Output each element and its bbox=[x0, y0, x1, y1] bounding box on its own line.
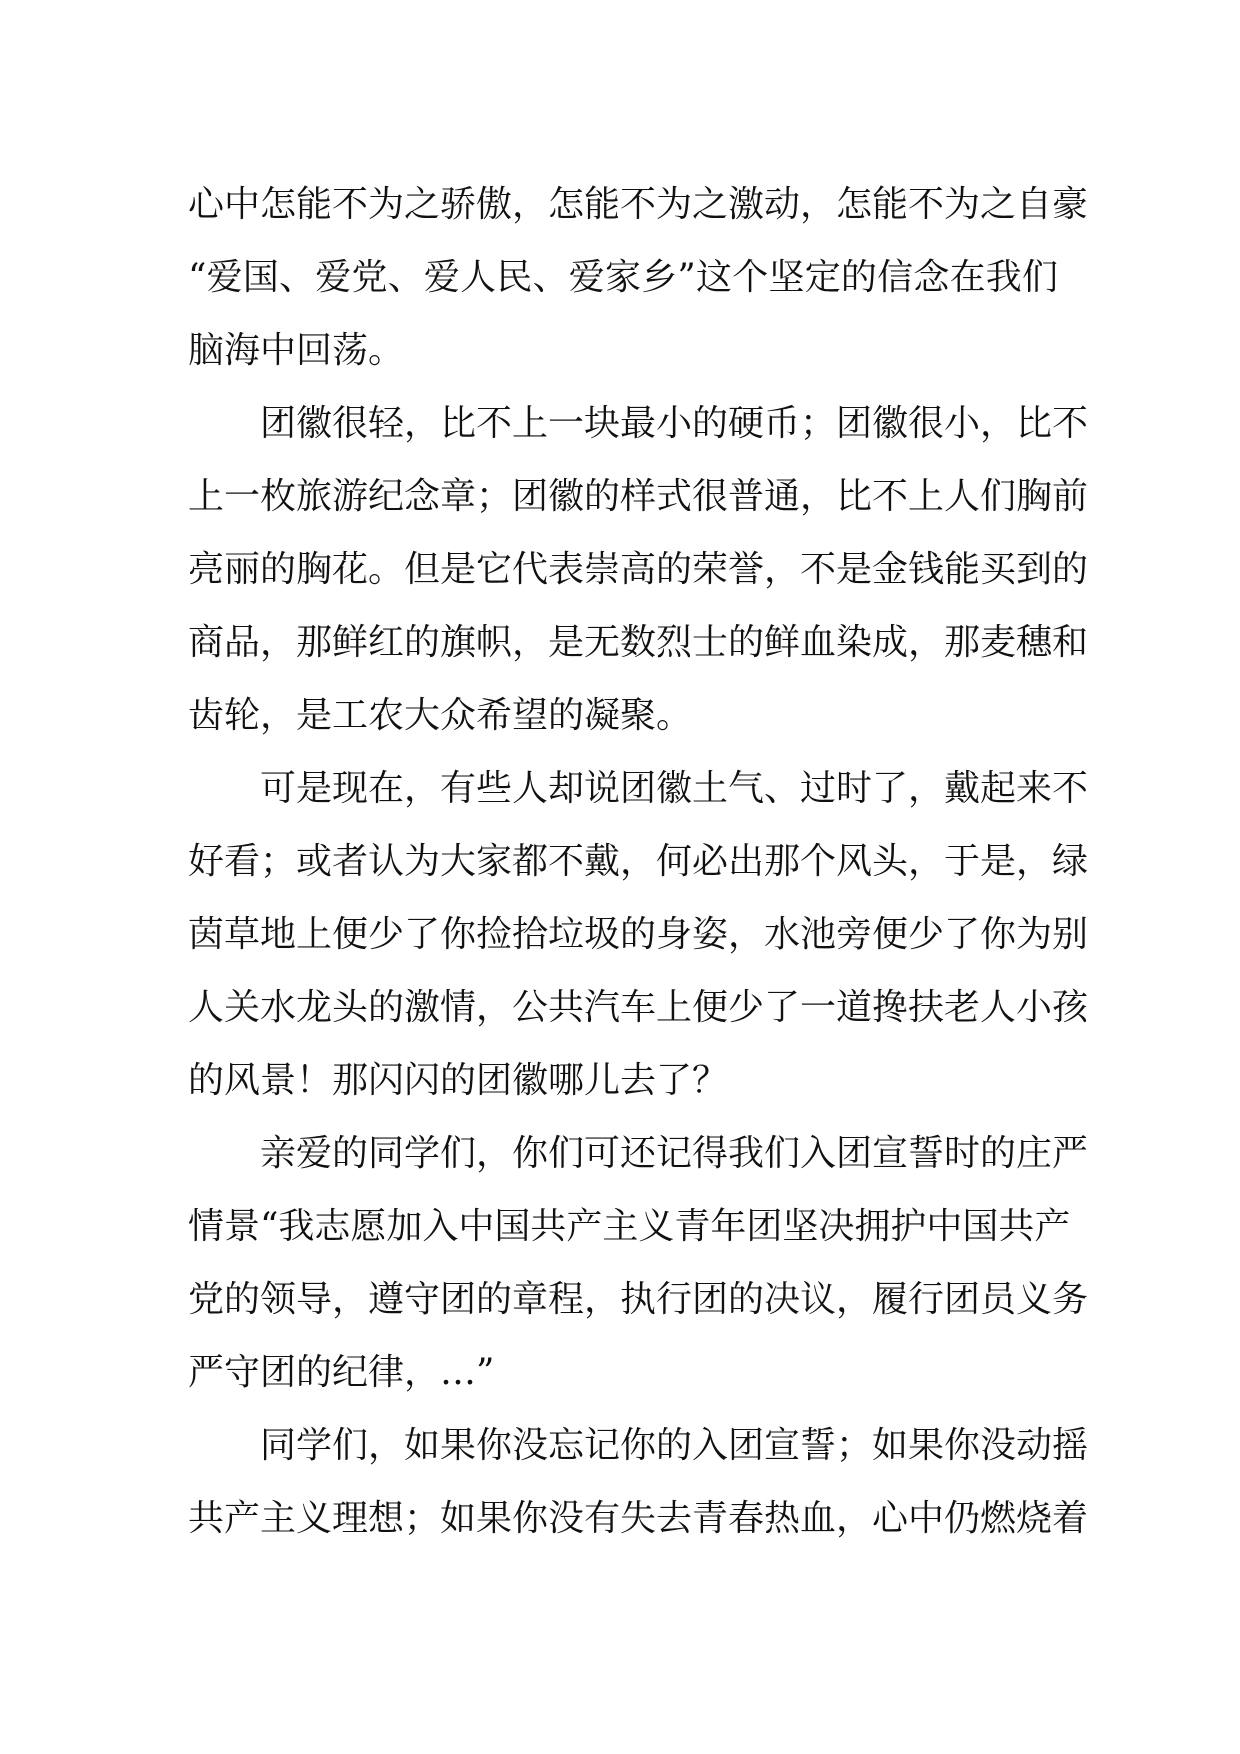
text-line: 好看；或者认为大家都不戴，何必出那个风头，于是，绿 bbox=[188, 841, 1089, 882]
paragraph-2 bbox=[188, 387, 1089, 752]
text-line: 脑海中回荡。 bbox=[188, 330, 405, 371]
text-line: 亮丽的胸花。但是它代表崇高的荣誉，不是金钱能买到的 bbox=[188, 549, 1089, 590]
text-line: 党的领导，遵守团的章程，执行团的决议，履行团员义务 bbox=[188, 1279, 1089, 1320]
text-line: 齿轮，是工农大众希望的凝聚。 bbox=[188, 695, 693, 736]
text-line: 可是现在，有些人却说团徽土气、过时了，戴起来不 bbox=[260, 768, 1089, 809]
text-line: 同学们，如果你没忘记你的入团宣誓；如果你没动摇 bbox=[260, 1425, 1089, 1466]
text-line: 亲爱的同学们，你们可还记得我们入团宣誓时的庄严 bbox=[260, 1133, 1089, 1174]
text-line: 商品，那鲜红的旗帜，是无数烈士的鲜血染成，那麦穗和 bbox=[188, 622, 1089, 663]
text-line: 上一枚旅游纪念章；团徽的样式很普通，比不上人们胸前 bbox=[188, 476, 1089, 517]
text-line: 严守团的纪律，…” bbox=[188, 1352, 495, 1393]
text-line: 的风景！那闪闪的团徽哪儿去了？ bbox=[188, 1060, 729, 1101]
text-line: 人关水龙头的激情，公共汽车上便少了一道搀扶老人小孩 bbox=[188, 987, 1089, 1028]
paragraph-5 bbox=[188, 1409, 1089, 1555]
paragraph-4 bbox=[188, 1117, 1089, 1409]
body-text bbox=[188, 168, 1089, 1555]
paragraph-1 bbox=[188, 168, 1089, 387]
text-line: 团徽很轻，比不上一块最小的硬币；团徽很小，比不 bbox=[260, 403, 1089, 444]
text-line: 心中怎能不为之骄傲，怎能不为之激动，怎能不为之自豪 bbox=[188, 184, 1089, 225]
text-line: 共产主义理想；如果你没有失去青春热血，心中仍燃烧着 bbox=[188, 1498, 1089, 1539]
paragraph-3 bbox=[188, 752, 1089, 1117]
text-line: “爱国、爱党、爱人民、爱家乡”这个坚定的信念在我们 bbox=[188, 257, 1058, 298]
text-line: 情景“我志愿加入中国共产主义青年团坚决拥护中国共产 bbox=[188, 1206, 1071, 1247]
text-line: 茵草地上便少了你捡拾垃圾的身姿，水池旁便少了你为别 bbox=[188, 914, 1089, 955]
